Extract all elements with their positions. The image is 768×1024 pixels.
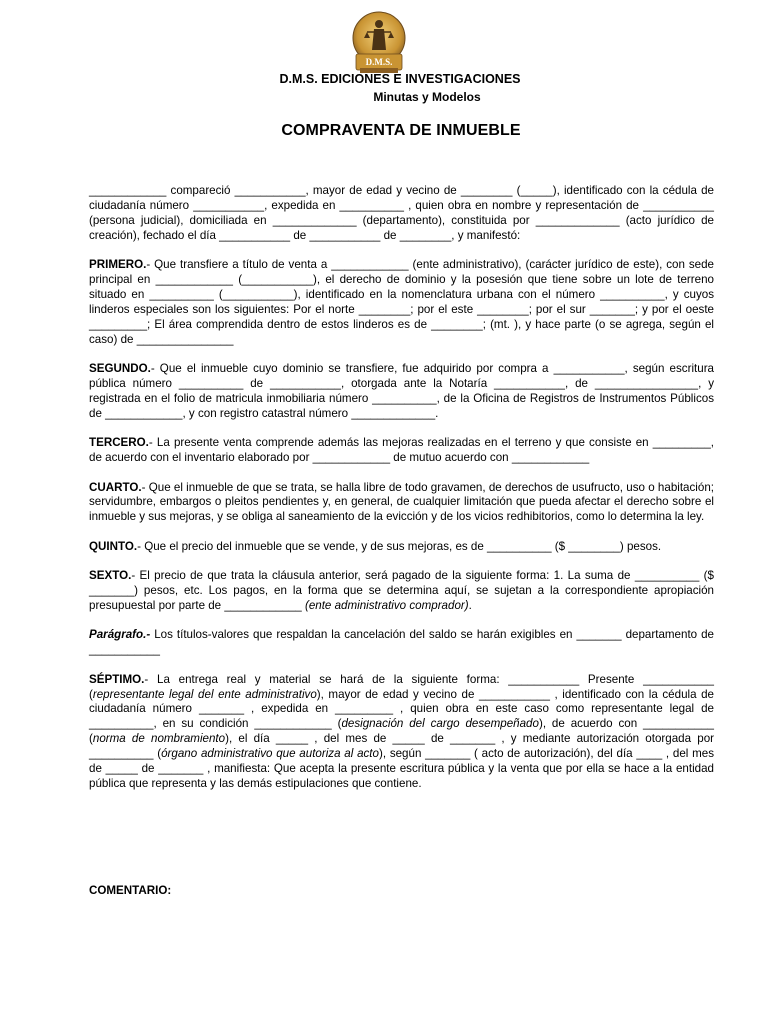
clause-italic: norma de nombramiento	[92, 732, 226, 746]
clause-label: QUINTO.	[89, 539, 138, 553]
clause-tercero	[89, 436, 714, 466]
clause-paragrafo	[89, 628, 714, 658]
organization-subtitle: Minutas y Modelos	[373, 90, 481, 104]
organization-name: D.M.S. EDICIONES E INVESTIGACIONES	[279, 72, 521, 86]
clause-text: - La presente venta comprende además las mejoras realizadas en el terreno y que consiste en _________, de acuerdo con el inventario elaborado por ____________ de mutuo acuerdo con ____________	[89, 436, 714, 465]
clause-italic: designación del cargo desempeñado	[341, 717, 539, 731]
clause-text: - Que el precio del inmueble que se vende, y de sus mejoras, es de __________ ($ ________) pesos.	[137, 539, 662, 553]
clause-italic: órgano administrativo que autoriza al acto	[161, 747, 379, 761]
clause-label: CUARTO.	[89, 480, 142, 494]
clause-label: SÉPTIMO.	[89, 672, 145, 686]
clause-text: - La entrega real y material se hará de la siguiente forma: ___________ Presente ___________ (	[89, 672, 714, 701]
clause-end: .	[468, 598, 472, 612]
clause-text: ), según _______ ( acto de autorización), del día ____ , del mes de _____ de _______ , manifiesta: Que acepta la presente escritura pública y la venta que por ella se hace a la entidad pública que representa y las demás estipulaciones que contiene.	[89, 747, 714, 790]
clause-text: - El precio de que trata la cláusula anterior, será pagado de la siguiente forma: 1. La suma de __________ ($ _______) pesos, etc. Los pagos, en la forma que se determina aquí, se sujetan a la correspondiente apropiación presupuestal por parte de ____________	[89, 569, 714, 612]
document-body	[89, 184, 714, 806]
clause-sexto	[89, 569, 714, 614]
clause-segundo	[89, 362, 714, 422]
clause-label: SEXTO.	[89, 569, 132, 583]
document-title: COMPRAVENTA DE INMUEBLE	[281, 122, 521, 139]
clause-italic: representante legal del ente administrativo	[92, 687, 317, 701]
clause-text: Los títulos-valores que respaldan la cancelación del saldo se harán exigibles en _______ departamento de ___________	[89, 628, 714, 657]
clause-septimo	[89, 673, 714, 792]
clause-label: PRIMERO.	[89, 258, 147, 272]
dms-logo	[348, 10, 410, 76]
clause-cuarto	[89, 481, 714, 526]
clause-quinto	[89, 540, 714, 555]
clause-text: - Que el inmueble cuyo dominio se transfiere, fue adquirido por compra a ___________, según escritura pública número __________ de ___________, otorgada ante la Notaría ___________, de ________________, y registrada en el folio de matricula inmobiliaria número __________, de la Oficina de Registros de Instrumentos Públicos de ____________, y con registro catastral número _____________.	[89, 362, 714, 420]
comentario-heading: COMENTARIO:	[89, 884, 172, 897]
clause-label: TERCERO.	[89, 436, 149, 450]
clause-label: SEGUNDO.	[89, 362, 151, 376]
clause-primero	[89, 258, 714, 347]
clause-italic: (ente administrativo comprador)	[304, 598, 469, 612]
clause-text: ), el día _____ , del mes de _____ de _______ , y mediante autorización otorgada por __________ (	[89, 732, 714, 761]
clause-text: - Que el inmueble de que se trata, se halla libre de todo gravamen, de derechos de usufructo, uso o habitación; servidumbre, embargos o pleitos pendientes y, en general, de cualquier limitación que pueda afectar el derecho sobre el inmueble y sus mejoras, y se obliga al saneamiento de la evicción y de los vicios redhibitorios, como lo determina la ley.	[89, 480, 714, 524]
logo-text: D.M.S.	[365, 57, 393, 67]
clause-label: Parágrafo.-	[89, 628, 151, 642]
clause-text: - Que transfiere a título de venta a ____________ (ente administrativo), (carácter jurídico de este), con sede principal en ____________ (___________), el derecho de dominio y la posesión que tiene sobre un lote de terreno situado en __________ (___________), identificado en la nomenclatura urbana con el número __________, y cuyos linderos especiales son los siguientes: Por el norte ________; por el este ________; por el sur _______; y por el oeste _________; El área comprendida dentro de estos linderos es de ________; (mt. ), y hace parte (o se agrega, según el caso) de _______________	[89, 258, 714, 346]
clause-text: ), de acuerdo con ___________ (	[89, 717, 714, 746]
clause-text: ), mayor de edad y vecino de ___________ , identificado con la cédula de ciudadanía número _______ , expedida en _________ , quien obra en este caso como representante legal de __________, en su condición ____________ (	[89, 687, 715, 731]
intro-paragraph: ____________ compareció ___________, mayor de edad y vecino de ________ (_____), identificado con la cédula de ciudadanía número ___________, expedida en __________ , quien obra en nombre y representación de ___________ (persona judicial), domiciliada en _____________ (departamento), constituida por _____________ (acto jurídico de creación), fechado el día ___________ de ___________ de ________, y manifestó:	[89, 184, 714, 242]
